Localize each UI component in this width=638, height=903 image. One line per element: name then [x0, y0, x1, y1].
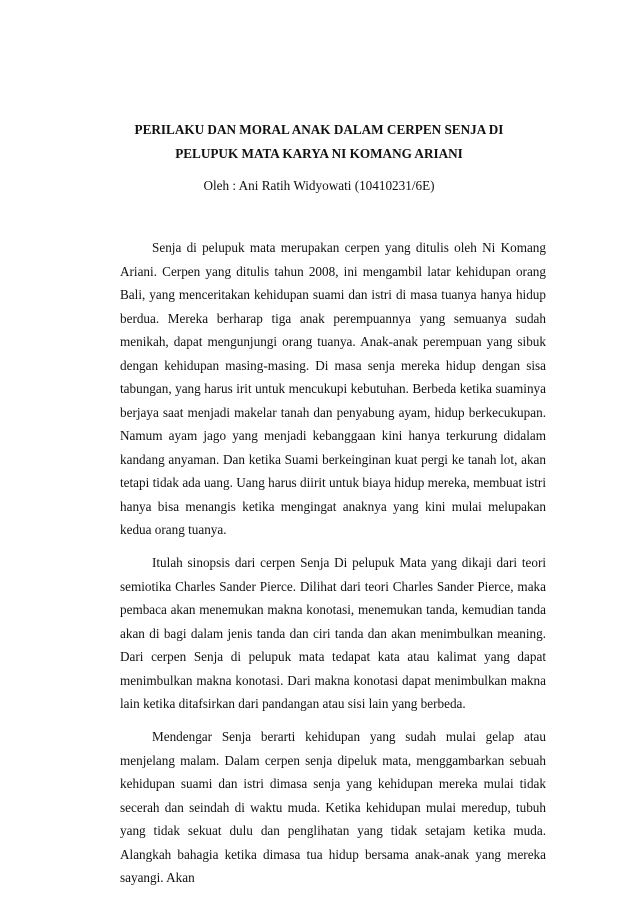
paragraph-1: Senja di pelupuk mata merupakan cerpen yang ditulis oleh Ni Komang Ariani. Cerpen yang ditulis tahun 2008, ini mengambil latar kehidupan orang Bali, yang menceritakan kehidupan suami dan istri di masa tuanya hanya hidup berdua. Mereka berharap tiga anak perempuannya yang semuanya sudah menikah, dapat mengunjungi orang tuanya. Anak-anak perempuan yang sibuk dengan kehidupan masing-masing. Di masa senja mereka hidup dengan sisa tabungan, yang harus irit untuk mencukupi kebutuhan. Berbeda ketika suaminya berjaya saat menjadi makelar tanah dan penyabung ayam, hidup berkecukupan. Namum ayam jago yang menjadi kebanggaan kini hanya terkurung didalam kandang anyaman. Dan ketika Suami berkeinginan kuat pergi ke tanah lot, akan tetapi tidak ada uang. Uang harus diirit untuk biaya hidup mereka, membuat istri hanya bisa menangis ketika mengingat anaknya yang kini mulai melupakan kedua orang tuanya.: [120, 240, 546, 537]
author-line: Oleh : Ani Ratih Widyowati (10410231/6E): [203, 178, 435, 193]
paragraph-3: Mendengar Senja berarti kehidupan yang sudah mulai gelap atau menjelang malam. Dalam cerpen senja dipeluk mata, menggambarkan sebuah kehidupan suami dan istri dimasa senja yang kehidupan mereka mulai tidak secerah dan seindah di waktu muda. Ketika kehidupan mulai meredup, tubuh yang tidak sekuat dulu dan penglihatan yang tidak setajam ketika muda. Alangkah bahagia ketika dimasa tua hidup bersama anak-anak yang mereka sayangi. Akan: [120, 729, 546, 885]
paragraph-2: Itulah sinopsis dari cerpen Senja Di pelupuk Mata yang dikaji dari teori semiotika Charles Sander Pierce. Dilihat dari teori Charles Sander Pierce, maka pembaca akan menemukan makna konotasi, menemukan tanda, kemudian tanda akan di bagi dalam jenis tanda dan ciri tanda dan akan menimbulkan meaning. Dari cerpen Senja di pelupuk mata tedapat kata atau kalimat yang dapat menimbulkan makna konotasi. Dari makna konotasi dapat menimbulkan makna lain ketika ditafsirkan dari pandangan atau sisi lain yang berbeda.: [120, 555, 546, 711]
document-title: [60, 118, 578, 166]
title-line-2: PELUPUK MATA KARYA NI KOMANG ARIANI: [175, 146, 463, 161]
title-line-1: PERILAKU DAN MORAL ANAK DALAM CERPEN SENJA DI: [134, 122, 504, 137]
body-text: [120, 236, 546, 899]
